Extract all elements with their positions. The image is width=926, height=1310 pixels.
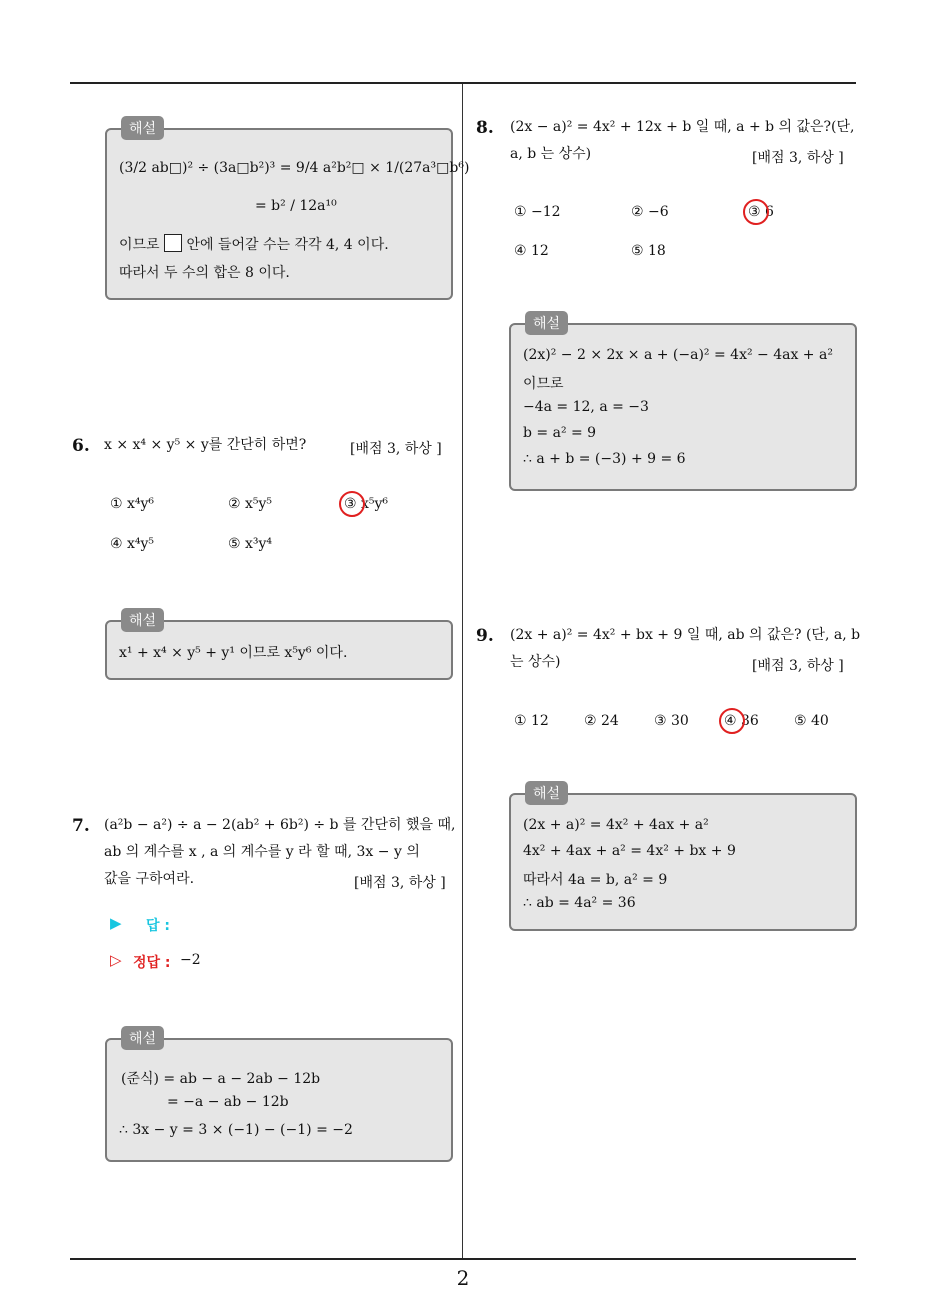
top-rule	[70, 82, 856, 84]
q9-solution-box	[509, 786, 857, 931]
q9-choice-2[interactable]: ② 24	[584, 713, 619, 729]
q6-meta: [배점 3, 하상 ]	[350, 441, 442, 457]
answer-arrow-icon: ▶	[110, 914, 122, 932]
q6-selected-circle	[339, 491, 365, 517]
q6-choice-2[interactable]: ② x⁵y⁵	[228, 496, 273, 512]
q5-solution-line-1: (3/2 ab□)² ÷ (3a□b²)³ = 9/4 a²b²□ × 1/(27a³□b⁶)	[119, 160, 470, 176]
q8-choice-3[interactable]: ③ 6	[748, 204, 774, 220]
q9-choice-3[interactable]: ③ 30	[654, 713, 689, 729]
q9-solution-line-3: 따라서 4a = b, a² = 9	[523, 872, 668, 888]
q6-choice-3[interactable]: ③ x⁵y⁶	[344, 496, 389, 512]
q5-solution-line-2: = b² / 12a¹⁰	[255, 198, 337, 214]
solution-tag: 해설	[525, 311, 568, 335]
q7-correct-value: −2	[180, 952, 201, 968]
q7-line-2: ab 의 계수를 x , a 의 계수를 y 라 할 때, 3x − y 의	[104, 844, 420, 860]
q8-solution-line-1: (2x)² − 2 × 2x × a + (−a)² = 4x² − 4ax + a²	[523, 347, 833, 363]
page-number: 2	[456, 1266, 470, 1290]
bottom-rule	[70, 1258, 856, 1260]
q8-choice-5[interactable]: ⑤ 18	[631, 243, 666, 259]
q8-solution-line-3: −4a = 12, a = −3	[523, 399, 649, 415]
q9-choice-1[interactable]: ① 12	[514, 713, 549, 729]
q7-answer-label: 답 :	[146, 918, 170, 934]
q7-solution-box	[105, 1031, 453, 1162]
q9-line-1: (2x + a)² = 4x² + bx + 9 일 때, ab 의 값은? (단, a, b	[510, 627, 861, 643]
q6-number: 6.	[72, 436, 90, 456]
solution-tag: 해설	[121, 116, 164, 140]
q9-line-2: 는 상수)	[510, 654, 561, 670]
q5-solution-box	[105, 121, 470, 300]
q8-solution-box	[509, 316, 857, 491]
q9-meta: [배점 3, 하상 ]	[752, 658, 844, 674]
q9-choice-4[interactable]: ④ 36	[724, 713, 759, 729]
q7-solution-line-2: = −a − ab − 12b	[167, 1094, 289, 1110]
q5-solution-line-3-pre: 이므로	[119, 237, 160, 253]
q7-solution-line-3: ∴ 3x − y = 3 × (−1) − (−1) = −2	[119, 1122, 353, 1138]
q5-solution-line-4: 따라서 두 수의 합은 8 이다.	[119, 265, 290, 281]
q7-meta: [배점 3, 하상 ]	[354, 875, 446, 891]
q6-solution-box	[105, 613, 453, 680]
q7-number: 7.	[72, 816, 90, 836]
q8-solution-line-2: 이므로	[523, 376, 564, 392]
q7-line-3: 값을 구하여라.	[104, 871, 195, 887]
q9-number: 9.	[476, 626, 494, 646]
q8-choice-2[interactable]: ② −6	[631, 204, 669, 220]
correct-arrow-icon: ▷	[110, 951, 122, 969]
q9-solution-line-1: (2x + a)² = 4x² + 4ax + a²	[523, 817, 709, 833]
solution-tag: 해설	[121, 1026, 164, 1050]
solution-tag: 해설	[525, 781, 568, 805]
q8-solution-line-5: ∴ a + b = (−3) + 9 = 6	[523, 451, 686, 467]
solution-tag: 해설	[121, 608, 164, 632]
column-divider	[462, 84, 463, 1258]
q6-choice-5[interactable]: ⑤ x³y⁴	[228, 536, 273, 552]
q6-text: x × x⁴ × y⁵ × y를 간단히 하면?	[104, 437, 307, 453]
q7-line-1: (a²b − a²) ÷ a − 2(ab² + 6b²) ÷ b 를 간단히 했을 때,	[104, 817, 456, 833]
q9-solution-line-4: ∴ ab = 4a² = 36	[523, 895, 636, 911]
q8-number: 8.	[476, 118, 494, 138]
q6-choice-4[interactable]: ④ x⁴y⁵	[110, 536, 155, 552]
q8-choice-1[interactable]: ① −12	[514, 204, 561, 220]
blank-box-icon	[164, 234, 182, 252]
q8-meta: [배점 3, 하상 ]	[752, 150, 844, 166]
q5-solution-line-3-post: 안에 들어갈 수는 각각 4, 4 이다.	[186, 237, 389, 253]
q8-line-1: (2x − a)² = 4x² + 12x + b 일 때, a + b 의 값은?(단,	[510, 119, 855, 135]
q9-selected-circle	[719, 708, 745, 734]
q7-solution-line-1: (준식) = ab − a − 2ab − 12b	[121, 1071, 321, 1087]
q7-correct-label: 정답 :	[133, 955, 171, 971]
q9-solution-line-2: 4x² + 4ax + a² = 4x² + bx + 9	[523, 843, 736, 859]
q8-choice-4[interactable]: ④ 12	[514, 243, 549, 259]
q6-choice-1[interactable]: ① x⁴y⁶	[110, 496, 155, 512]
q8-selected-circle	[743, 199, 769, 225]
q8-line-2: a, b 는 상수)	[510, 146, 592, 162]
q6-solution-line: x¹ + x⁴ × y⁵ + y¹ 이므로 x⁵y⁶ 이다.	[119, 645, 348, 661]
q9-choice-5[interactable]: ⑤ 40	[794, 713, 829, 729]
q5-solution-line-3	[119, 234, 389, 254]
q8-solution-line-4: b = a² = 9	[523, 425, 597, 441]
